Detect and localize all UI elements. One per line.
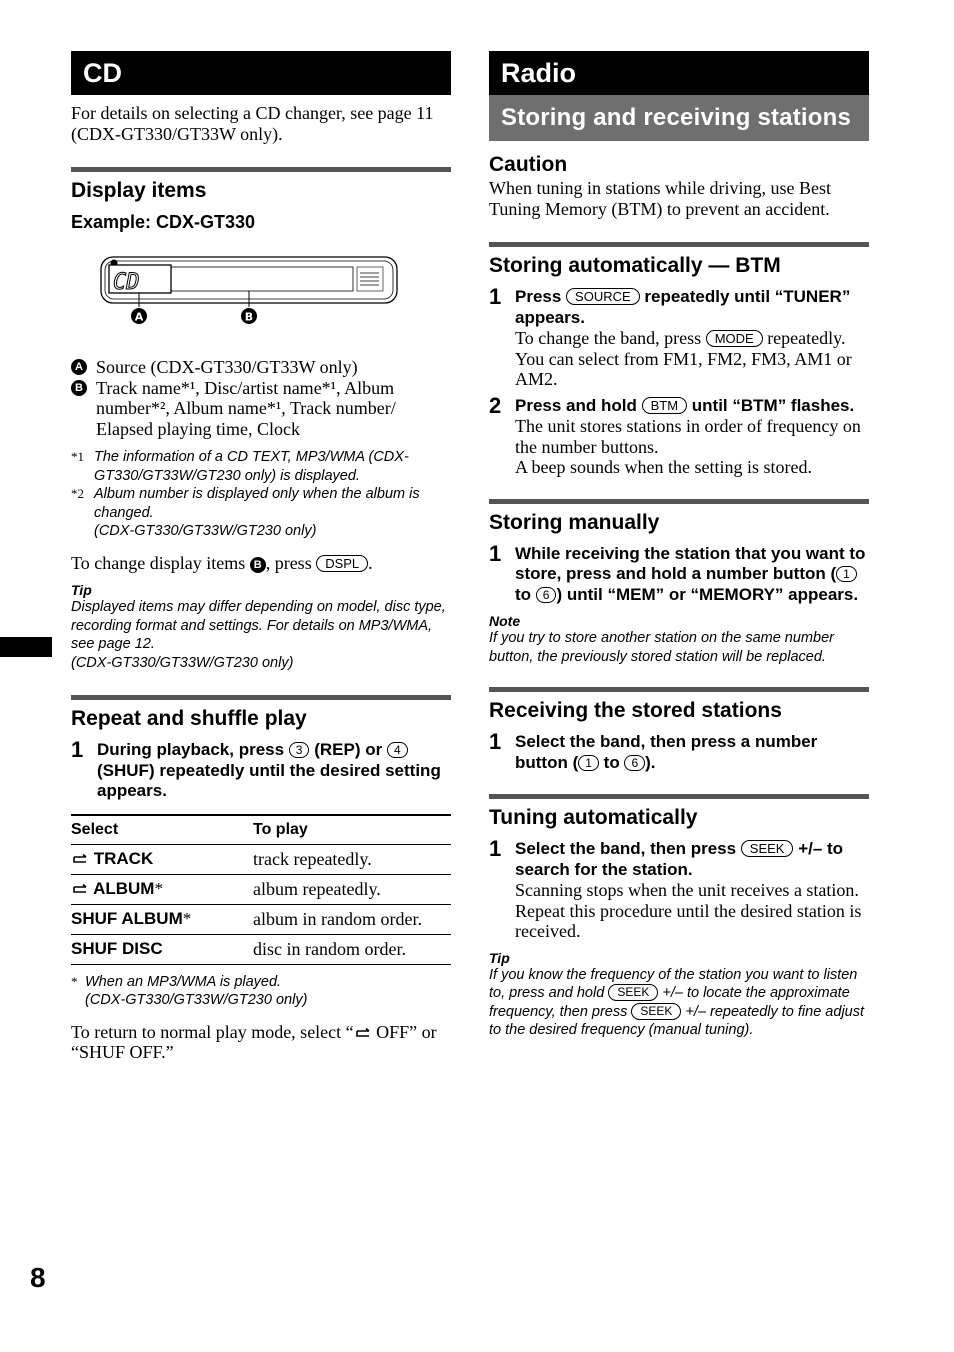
button-1: 1 xyxy=(836,566,857,582)
left-column xyxy=(71,51,451,1063)
footnote-2: *2 Album number is displayed only when the album is changed. (CDX-GT330/GT33W/GT230 only) xyxy=(71,486,420,539)
note-title: Note xyxy=(489,613,521,629)
btm-heading: Storing automatically — BTM xyxy=(489,254,781,277)
marker-b-icon: B xyxy=(250,557,266,573)
table-row: SHUF ALBUM* album in random order. xyxy=(71,904,451,934)
display-items-section xyxy=(71,167,451,672)
button-6: 6 xyxy=(624,755,645,771)
display-screen-text: CD xyxy=(113,270,140,295)
table-row: ALBUM* album repeatedly. xyxy=(71,874,451,904)
legend-text-b: Track name*¹, Disc/artist name*¹, Album number*², Album name*¹, Track number/ Elapsed playing time, Clock xyxy=(96,377,396,439)
seek-button: SEEK xyxy=(741,840,794,857)
table-row: TRACK track repeatedly. xyxy=(71,844,451,874)
repeat-icon xyxy=(354,1028,372,1040)
btm-step-2: 2 Press and hold BTM until “BTM” flashes. The unit stores stations in order of frequency on the number buttons. A beep sounds when the setting is stored. xyxy=(489,392,861,477)
play-mode-table xyxy=(71,814,451,965)
dspl-button: DSPL xyxy=(316,555,368,572)
button-4: 4 xyxy=(387,742,408,758)
button-3: 3 xyxy=(289,742,310,758)
table-header: Select To play xyxy=(71,815,451,845)
tuning-tip-text: If you know the frequency of the station you want to listen to, press and hold SEEK +/– to locate the approximate frequency, then press SEEK +/– repeatedly to fine adjust to the desired frequency (manual tuning). xyxy=(489,966,865,1038)
repeat-shuffle-section xyxy=(71,695,451,1063)
display-diagram xyxy=(99,247,429,339)
repeat-icon xyxy=(71,854,89,866)
cd-intro: For details on selecting a CD changer, see page 11 (CDX-GT330/GT33W only). xyxy=(71,103,434,144)
footnotes xyxy=(71,448,451,541)
tuning-section xyxy=(489,794,869,1040)
repeat-heading: Repeat and shuffle play xyxy=(71,707,307,730)
table-row: SHUF DISC disc in random order. xyxy=(71,934,451,964)
caution-title: Caution xyxy=(489,153,568,176)
btm-button: BTM xyxy=(642,397,687,414)
btm-step-1: 1 Press SOURCE repeatedly until “TUNER” appears. To change the band, press MODE repeatedly. You can select from FM1, FM2, FM3, AM1 or AM2. xyxy=(489,284,852,389)
seek-button: SEEK xyxy=(608,984,658,1001)
right-column xyxy=(489,51,869,1040)
legend-item-b xyxy=(71,378,451,440)
marker-b-icon: B xyxy=(71,380,87,396)
tuning-heading: Tuning automatically xyxy=(489,806,698,829)
legend-text-a: Source (CDX-GT330/GT33W only) xyxy=(96,357,358,377)
page-number: 8 xyxy=(30,1262,46,1293)
manual-heading: Storing manually xyxy=(489,510,660,534)
tuning-step-1: 1 Select the band, then press SEEK +/– to search for the station. Scanning stops when the unit receives a station. Repeat this procedure until the desired station is received. xyxy=(489,836,862,941)
repeat-icon xyxy=(71,884,89,896)
table-footnote: * When an MP3/WMA is played. (CDX-GT330/GT33W/GT230 only) xyxy=(71,973,308,1008)
storing-receiving-title: Storing and receiving stations xyxy=(489,95,869,141)
seek-button: SEEK xyxy=(631,1003,681,1020)
repeat-step-1: 1 During playback, press 3 (REP) or 4 (SHUF) repeatedly until the desired setting appears. xyxy=(71,737,441,800)
marker-a-icon: A xyxy=(71,359,87,375)
callout-b-label: B xyxy=(244,310,254,324)
tip-text: Displayed items may differ depending on model, disc type, recording format and settings. For details on MP3/WMA, see page 12. (CDX-GT330/GT33W/GT230 only) xyxy=(71,599,446,671)
tuning-tip-title: Tip xyxy=(489,949,510,966)
side-tab-marker xyxy=(0,637,52,657)
radio-title: Radio xyxy=(489,51,869,95)
btm-section xyxy=(489,242,869,478)
change-display-text: To change display items B , press DSPL . xyxy=(71,552,373,573)
caution-text: When tuning in stations while driving, use Best Tuning Memory (BTM) to prevent an accident. xyxy=(489,178,831,219)
return-normal-text: To return to normal play mode, select “ OFF” or “SHUF OFF.” xyxy=(71,1021,437,1062)
button-6: 6 xyxy=(536,587,557,603)
manual-step-1: 1 While receiving the station that you want to store, press and hold a number button ( 1 to 6 ) until “MEM” or “MEMORY” appears. xyxy=(489,540,866,604)
callout-a-label: A xyxy=(134,310,144,324)
legend-item-a xyxy=(71,357,451,378)
receive-heading: Receiving the stored stations xyxy=(489,699,782,722)
display-legend xyxy=(71,357,451,439)
button-1: 1 xyxy=(578,755,599,771)
source-button: SOURCE xyxy=(566,288,640,305)
note-text: If you try to store another station on the same number button, the previously stored station will be replaced. xyxy=(489,630,834,665)
display-items-heading: Display items xyxy=(71,179,207,202)
mode-button: MODE xyxy=(706,330,763,347)
footnote-1: *1 The information of a CD TEXT, MP3/WMA (CDX-GT330/GT33W/GT230 only) is displayed. xyxy=(71,449,409,484)
cd-title: CD xyxy=(71,51,451,95)
receive-step-1: 1 Select the band, then press a number button ( 1 to 6 ). xyxy=(489,729,818,772)
tip-title: Tip xyxy=(71,582,92,598)
receive-section xyxy=(489,687,869,773)
manual-section xyxy=(489,499,869,667)
example-label: Example: CDX-GT330 xyxy=(71,212,256,232)
